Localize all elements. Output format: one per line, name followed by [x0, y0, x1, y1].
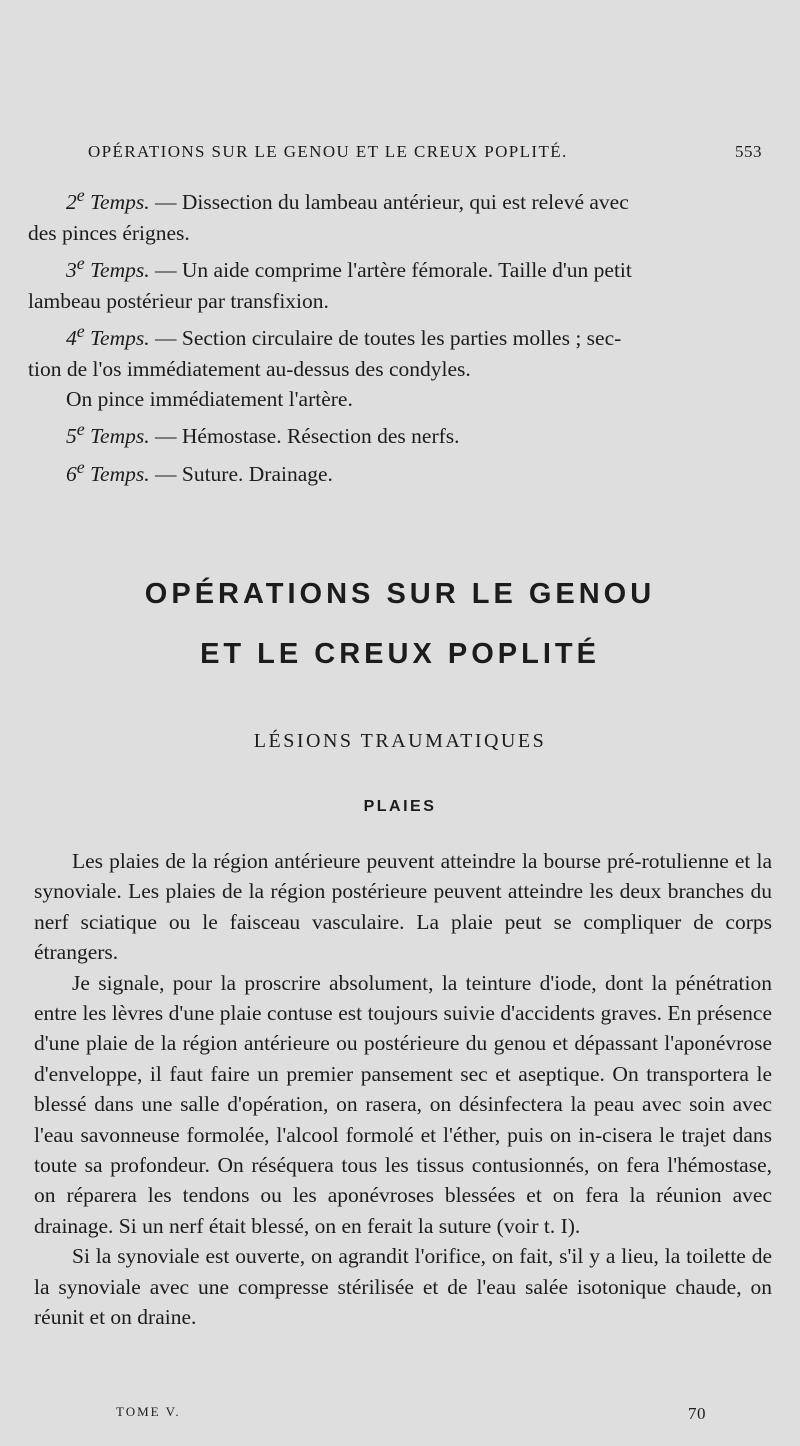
tome-label: TOME V. [116, 1404, 181, 1419]
running-head-title: OPÉRATIONS SUR LE GENOU ET LE CREUX POPLITÉ. [88, 142, 568, 161]
temps-continuation: lambeau postérieur par transfixion. [28, 288, 329, 313]
subsection-title: PLAIES [363, 798, 437, 815]
temps-plain-line: On pince immédiatement l'artère. [66, 386, 353, 411]
temps-line: 3e Temps. — Un aide comprime l'artère fémorale. Taille d'un petit [66, 252, 632, 283]
temps-continuation: des pinces érignes. [28, 220, 190, 245]
page-number: 553 [735, 142, 762, 161]
running-head [88, 142, 762, 162]
section-title: LÉSIONS TRAUMATIQUES [253, 730, 547, 752]
signature-mark: 70 [688, 1404, 706, 1423]
temps-line: 2e Temps. — Dissection du lambeau antérieur, qui est relevé avec [66, 185, 629, 215]
temps-line: 5e Temps. — Hémostase. Résection des nerfs. [66, 419, 460, 449]
temps-line: 4e Temps. — Section circulaire de toutes les parties molles ; sec- [66, 320, 622, 351]
paragraph: Si la synoviale est ouverte, on agrandit l'orifice, on fait, s'il y a lieu, la toilette de la synoviale avec une compresse stérilisée et de l'eau salée isotonique chaude, on réunit et on draine. [34, 1244, 772, 1330]
temps-list [28, 180, 766, 489]
chapter-title-line-1: OPÉRATIONS SUR LE GENOU [144, 578, 656, 610]
body-text [34, 846, 772, 1333]
temps-continuation: tion de l'os immédiatement au-dessus des condyles. [28, 356, 471, 381]
temps-line: 6e Temps. — Suture. Drainage. [66, 456, 333, 487]
page-footer [116, 1404, 706, 1424]
paragraph: Les plaies de la région antérieure peuvent atteindre la bourse pré-rotulienne et la synoviale. Les plaies de la région postérieure peuvent atteindre les deux branches du nerf sciatique ou le faisceau vasculaire. La plaie peut se compliquer de corps étrangers. [34, 849, 772, 965]
chapter-title-line-2: ET LE CREUX POPLITÉ [200, 638, 600, 670]
paragraph: Je signale, pour la proscrire absolument, la teinture d'iode, dont la pénétration entre les lèvres d'une plaie contuse est toujours suivie d'accidents graves. En présence d'une plaie de la région antérieure ou postérieure du genou et dépassant l'aponévrose d'enveloppe, il faut faire un premier pansement sec et aseptique. On transportera le blessé dans une salle d'opération, on rasera, on désinfectera la peau avec soin avec l'eau savonneuse formolée, l'alcool formolé et l'éther, puis on in-cisera le trajet dans toute sa profondeur. On réséquera tous les tissus contusionnés, on fera l'hémostase, on réparera les tendons ou les aponévroses blessées et on fera la réunion avec drainage. Si un nerf était blessé, on en ferait la suture (voir t. I). [34, 970, 772, 1238]
